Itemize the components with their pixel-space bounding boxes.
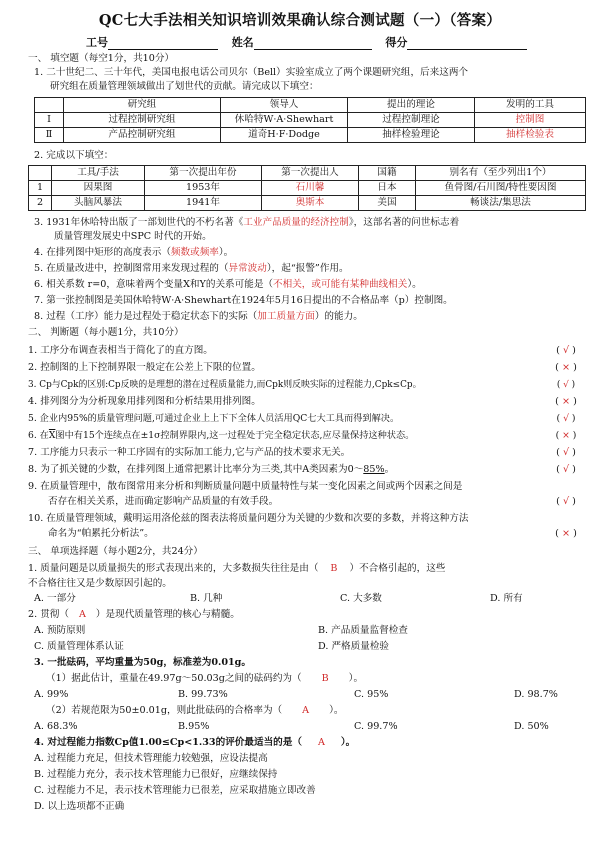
answer-mark: √ xyxy=(562,464,570,475)
table-cell: 过程控制研究组 xyxy=(64,113,221,128)
table-cell: 发明的工具 xyxy=(475,98,586,113)
judge-mark: ( × ) xyxy=(555,430,577,441)
option: B. 产品质量监督检查 xyxy=(318,625,408,636)
s3-q3-1-text: ）。 xyxy=(348,673,364,684)
answer-cell: 石川馨 xyxy=(262,181,359,196)
judge-item xyxy=(28,361,586,375)
judge-item-cont xyxy=(48,527,586,541)
judge-item xyxy=(28,412,586,426)
xbar-symbol: $\overline{X}$ xyxy=(48,430,56,441)
table-cell: 领导人 xyxy=(221,98,348,113)
table-header-row xyxy=(35,98,586,113)
table-cell: 1953年 xyxy=(145,181,262,196)
judge-mark: ( √ ) xyxy=(556,464,576,475)
s1-q3-text: 3. 1931年休哈特出版了一部划世代的不朽名著《 xyxy=(34,217,244,228)
table-cell: 别名有（至少列出1个） xyxy=(416,166,586,181)
answer-mark: × xyxy=(561,528,571,539)
answer-mark: × xyxy=(562,430,570,441)
answer-mark: √ xyxy=(563,380,569,390)
judge-text: 10. 在质量管理领域，戴明运用洛伦兹的图表法将质量问题分为关键的少数和次要的多数，并将这种方法 xyxy=(28,513,469,524)
s3-q1-answer: B xyxy=(330,563,338,574)
s3-q3-2-text: （2）若规范限为50±0.01g，则此批砝码的合格率为（ xyxy=(46,705,283,716)
answer-cell: 奥斯本 xyxy=(262,196,359,211)
s3-q1-line1 xyxy=(28,562,445,576)
s1-q4 xyxy=(34,246,233,260)
name-field[interactable] xyxy=(254,37,372,50)
table-cell: Ⅱ xyxy=(35,128,64,143)
tools-table xyxy=(28,165,586,211)
s3-q2-text: ）是现代质量管理的核心与精髓。 xyxy=(95,609,240,620)
option: C. 大多数 xyxy=(340,593,382,604)
table-cell: 1 xyxy=(29,181,52,196)
table-cell: 头脑风暴法 xyxy=(52,196,145,211)
answer-mark: √ xyxy=(562,496,570,507)
s1-q1-line2: 研究组在质量管理领域做出了划世代的贡献。请完成以下填空： xyxy=(50,81,319,92)
s1-q8-text: 8. 过程（工序）能力是过程处于稳定状态下的实际（ xyxy=(34,311,258,322)
research-group-table xyxy=(34,97,586,143)
judge-text: 8. 为了抓关键的少数，在排列图上通常把累计比率分为三类,其中A类因素为0～ xyxy=(28,464,364,475)
judge-item xyxy=(28,480,586,494)
option: B. 过程能力充分，表示技术管理能力已很好，应继续保持 xyxy=(34,769,278,780)
judge-item xyxy=(28,378,586,392)
option: C. 质量管理体系认证 xyxy=(34,641,124,652)
s1-q8-answer: 加工质量方面 xyxy=(257,311,315,322)
s1-q4-text: ）。 xyxy=(218,247,234,258)
judge-mark: ( × ) xyxy=(555,528,577,539)
option: A. 一部分 xyxy=(34,593,76,604)
table-cell: 休哈特W·A·Shewhart xyxy=(221,113,348,128)
judge-item xyxy=(28,395,586,409)
judge-text: 1. 工序分布调查表相当于简化了的直方图。 xyxy=(28,345,213,356)
s1-q5-answer: 异常波动 xyxy=(228,263,267,274)
s3-q4-text: 4. 对过程能力指数Cp值1.00≤Cp<1.33的评价最适当的是（ xyxy=(34,737,302,748)
table-cell: 国籍 xyxy=(359,166,416,181)
judge-text: 。 xyxy=(384,464,395,475)
table-cell: 提出的理论 xyxy=(348,98,475,113)
s1-q3-line1 xyxy=(34,216,459,230)
table-cell: 日本 xyxy=(359,181,416,196)
table-row xyxy=(35,113,586,128)
table-cell xyxy=(35,98,64,113)
table-cell: 第一次提出年份 xyxy=(145,166,262,181)
answer-cell: 控制图 xyxy=(475,113,586,128)
judge-text: 4. 排列图分为分析现象用排列图和分析结果用排列图。 xyxy=(28,396,261,407)
header-fields xyxy=(86,36,566,50)
table-cell: 因果图 xyxy=(52,181,145,196)
s3-q3: 3. 一批砝码，平均重量为50g，标准差为0.01g。 xyxy=(34,657,251,668)
table-cell: Ⅰ xyxy=(35,113,64,128)
id-label: 工号 xyxy=(86,36,108,49)
table-cell xyxy=(29,166,52,181)
s1-q5 xyxy=(34,262,349,276)
table-cell: 畅谈法/集思法 xyxy=(416,196,586,211)
option: D. 所有 xyxy=(490,593,523,604)
judge-mark: ( √ ) xyxy=(556,447,576,458)
table-cell: 美国 xyxy=(359,196,416,211)
table-header-row xyxy=(29,166,586,181)
judge-item xyxy=(28,344,586,358)
table-cell: 1941年 xyxy=(145,196,262,211)
table-cell: 抽样检验理论 xyxy=(348,128,475,143)
option: D. 50% xyxy=(514,721,549,732)
table-cell: 过程控制理论 xyxy=(348,113,475,128)
s1-q3-text: 》，这部名著的问世标志着 xyxy=(348,217,460,228)
answer-mark: × xyxy=(561,362,571,373)
judge-text: 7. 工序能力只表示一种工序固有的实际加工能力,它与产品的技术要求无关。 xyxy=(28,447,351,458)
judge-item xyxy=(28,512,586,526)
s1-q3-line2: 质量管理发展史中SPC 时代的开始。 xyxy=(54,231,212,242)
s1-q5-text: 5. 在质量改进中，控制图常用来发现过程的（ xyxy=(34,263,229,274)
underlined-value: 85% xyxy=(363,464,385,475)
judge-item xyxy=(28,446,586,460)
score-field[interactable] xyxy=(407,37,527,50)
option: D. 严格质量检验 xyxy=(318,641,390,652)
option: D. 98.7% xyxy=(514,689,558,700)
answer-mark: √ xyxy=(563,413,569,424)
table-row xyxy=(29,181,586,196)
option: A. 68.3% xyxy=(34,721,78,732)
table-cell: 第一次提出人 xyxy=(262,166,359,181)
s3-q4-answer: A xyxy=(317,737,325,748)
answer-mark: × xyxy=(561,396,571,407)
s1-q3-answer: 工业产品质量的经济控制 xyxy=(243,217,349,228)
s1-q8-text: ）的能力。 xyxy=(314,311,363,322)
answer-mark: √ xyxy=(562,447,570,458)
table-cell: 2 xyxy=(29,196,52,211)
s1-q8 xyxy=(34,310,363,324)
page-title: QC七大手法相关知识培训效果确认综合测试题（一）（答案） xyxy=(98,12,502,29)
judge-mark: ( √ ) xyxy=(556,345,576,356)
table-cell: 研究组 xyxy=(64,98,221,113)
option: A. 过程能力充足，但技术管理能力较勉强，应设法提高 xyxy=(34,753,268,764)
table-cell: 工具/手法 xyxy=(52,166,145,181)
s3-q2-answer: A xyxy=(78,609,86,620)
section3-heading: 三、 单项选择题（每小题2分，共24分） xyxy=(28,546,203,557)
table-cell: 鱼骨图/石川图/特性要因图 xyxy=(416,181,586,196)
s1-q4-answer: 频数或频率 xyxy=(170,247,219,258)
s1-q1-line1: 1. 二十世纪二、三十年代，美国电报电话公司贝尔（Bell）实验室成立了两个课题研究组，后来这两个 xyxy=(34,67,469,78)
s3-q3-1 xyxy=(46,672,363,686)
option: B.95% xyxy=(178,721,210,732)
option: A. 预防原则 xyxy=(34,625,86,636)
section2-heading: 二、 判断题（每小题1分，共10分） xyxy=(28,327,184,338)
answer-mark: √ xyxy=(562,345,570,356)
answer-cell: 抽样检验表 xyxy=(475,128,586,143)
judge-text: 命名为“帕累托分析法”。 xyxy=(48,528,154,539)
s3-q3-2-text: ）。 xyxy=(329,705,344,716)
judge-text: 5. 企业内95%的质量管理问题,可通过企业上上下下全体人员活用QC七大工具而得到解决。 xyxy=(28,413,400,424)
s3-q3-2-answer: A xyxy=(302,705,310,716)
s1-q7: 7. 第一张控制图是美国休哈特W·A·Shewhart在1924年5月16日提出的不合格品率（p）控制图。 xyxy=(34,295,453,306)
s3-q2 xyxy=(28,608,240,622)
option: D. 以上选项都不正确 xyxy=(34,801,125,812)
s1-q6-answer: 不相关，或可能有某种曲线相关 xyxy=(273,279,408,290)
s3-q2-text: 2. 贯彻（ xyxy=(28,609,69,620)
s1-q6-text: 6. 相关系数 r=0，意味着两个变量X和Y的关系可能是（ xyxy=(34,279,274,290)
judge-text: 9. 在质量管理中，散布图常用来分析和判断质量问题中质量特性与某一变化因素之间或两个因素之间是 xyxy=(28,481,463,492)
option: B. 几种 xyxy=(190,593,223,604)
s3-q1-text: ）不合格引起的，这些 xyxy=(349,563,446,574)
s3-q3-1-answer: B xyxy=(321,673,329,684)
s1-q6 xyxy=(34,278,422,292)
judge-mark: ( √ ) xyxy=(556,413,576,424)
id-field[interactable] xyxy=(108,37,218,50)
score-label: 得分 xyxy=(385,36,408,49)
s1-q6-text: ）。 xyxy=(407,279,422,290)
table-row xyxy=(29,196,586,211)
judge-text: 6. 在 xyxy=(28,430,49,441)
s3-q1-line2: 不合格往往又是少数原因引起的。 xyxy=(28,578,172,589)
s1-q2: 2. 完成以下填空： xyxy=(34,150,114,161)
judge-text: 3. Cp与Cpk的区别:Cp反映的是理想的潜在过程质量能力,而Cpk则反映实际的过程能力,Cpk≤Cp。 xyxy=(28,380,422,390)
judge-item xyxy=(28,463,586,477)
option: C. 99.7% xyxy=(354,721,398,732)
section1-heading: 一、 填空题（每空1分，共10分） xyxy=(28,53,175,64)
s1-q4-text: 4. 在排列图中矩形的高度表示（ xyxy=(34,247,171,258)
name-label: 姓名 xyxy=(231,36,254,49)
table-cell: 产品控制研究组 xyxy=(64,128,221,143)
judge-item-cont xyxy=(48,495,586,509)
judge-text: 2. 控制图的上下控制界限一般定在公差上下限的位置。 xyxy=(28,362,261,373)
s3-q3-2 xyxy=(46,704,343,718)
option: A. 99% xyxy=(34,689,69,700)
judge-text: 图中有15个连续点在±1σ控制界限内,这一过程处于完全稳定状态,应尽量保持这种状态。 xyxy=(55,430,415,441)
judge-mark: ( × ) xyxy=(555,396,577,407)
judge-item xyxy=(28,429,586,443)
option: C. 95% xyxy=(354,689,389,700)
s3-q1-text: 1. 质量问题是以质量损失的形式表现出来的，大多数损失往往是由（ xyxy=(28,563,319,574)
option: B. 99.73% xyxy=(178,689,228,700)
option: C. 过程能力不足，表示技术管理能力已很差，应采取措施立即改善 xyxy=(34,785,316,796)
s3-q3-1-text: （1）据此估计，重量在49.97g～50.03g之间的砝码约为（ xyxy=(46,673,302,684)
judge-mark: ( √ ) xyxy=(556,496,576,507)
judge-mark: ( × ) xyxy=(555,362,577,373)
table-cell: 道奇H·F·Dodge xyxy=(221,128,348,143)
s1-q5-text: ），起“报警”作用。 xyxy=(266,263,349,274)
judge-text: 否存在相关关系，进而确定影响产品质量的有效手段。 xyxy=(48,496,279,507)
table-row xyxy=(35,128,586,143)
s3-q4-text: ）。 xyxy=(340,737,356,748)
judge-mark: ( √ ) xyxy=(556,380,576,390)
s3-q4 xyxy=(34,736,355,750)
